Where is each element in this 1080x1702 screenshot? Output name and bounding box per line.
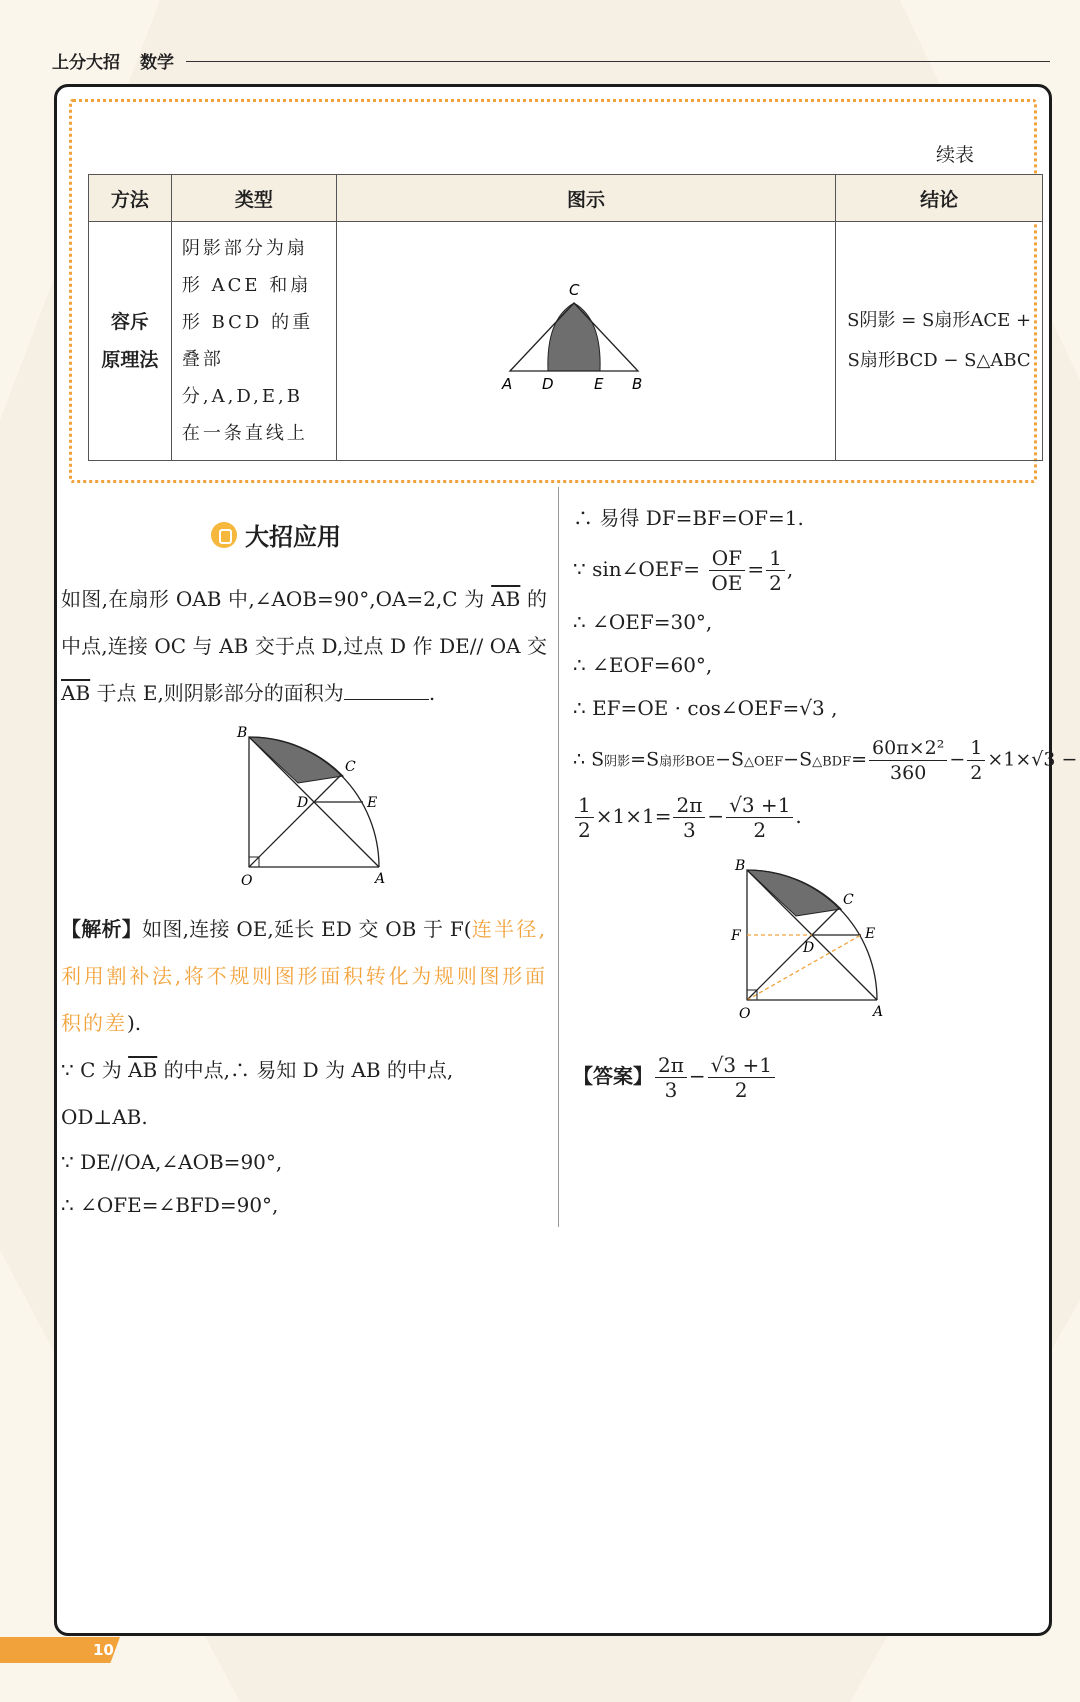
solution-step-1: ∴ 易得 DF=BF=OF=1.: [573, 506, 804, 530]
sector-diagram: [219, 723, 389, 893]
overlap-sector-diagram: [496, 279, 676, 399]
solution-step-2: ∵ sin∠OEF= $\frac{OF}{OE}$ = $\frac{1}{2}$ ,: [573, 546, 794, 595]
answer-fraction-1: [655, 1053, 687, 1102]
problem-statement: [61, 576, 547, 717]
continued-label: 续表: [935, 144, 974, 166]
label-C: C: [569, 281, 580, 299]
section-heading: [211, 517, 547, 552]
s6-sub-OEF: △OEF: [744, 754, 784, 770]
s2-lead: ∵ sin∠OEF=: [573, 557, 701, 581]
method-table: [88, 174, 1043, 461]
problem-text-4: 于点 E,则阴影部分的面积为: [90, 681, 344, 705]
fraction-one-half: [766, 546, 785, 595]
fig-label-C: C: [345, 759, 356, 775]
fig-label-B: B: [237, 725, 248, 741]
arc-AB-3: $\overline{AB}$: [128, 1058, 158, 1082]
minus-sign: −: [688, 1064, 706, 1088]
header-rule: [186, 61, 1050, 62]
solution-step-6: [573, 736, 1078, 785]
analysis-note: 连半径,利用割补法,将不规则图形面积转化为规则图形面积的差: [61, 917, 547, 1035]
frac-den: 3: [683, 818, 696, 842]
right-column: [573, 487, 1078, 1102]
problem-text-2: 的中点,连接 OC 与 AB 交于点 D,过点 D 作 DE//: [61, 587, 547, 658]
arc-AB-2: $\overline{AB}$: [61, 681, 91, 705]
content-frame: [54, 84, 1078, 1636]
s6-mid: =S: [630, 748, 660, 771]
arc-AB: $\overline{AB}$: [491, 587, 521, 611]
fig-label-E: E: [367, 795, 378, 811]
solution-figure: [573, 856, 1033, 1031]
segment-OC: [747, 908, 839, 1000]
s6-mid2: −S: [715, 748, 744, 771]
fig-label-E: E: [865, 926, 876, 942]
analysis-tag: 【解析】: [61, 917, 143, 941]
frac-den: 2: [753, 818, 767, 842]
answer-blank: [344, 699, 429, 700]
solution-step-3: ∴ ∠OEF=30°,: [573, 610, 713, 634]
fig-label-B: B: [735, 858, 746, 874]
frac-den: 2: [578, 818, 591, 842]
column-divider: [558, 487, 559, 1227]
fig-label-A: A: [375, 871, 386, 887]
frac-num: 1: [766, 546, 785, 571]
subject-label: 数学: [140, 52, 174, 73]
frac-den: 360: [890, 762, 927, 784]
frac-num: 2π: [673, 793, 705, 818]
frac-den: 3: [664, 1078, 678, 1102]
conclusion-line1: S阴影 = S扇形ACE +: [847, 310, 1032, 331]
lightbulb-icon: [211, 522, 237, 548]
answer-tag: 【答案】: [573, 1064, 653, 1088]
fig-label-D: D: [297, 795, 309, 811]
frac-num: 60π×2²: [869, 736, 947, 761]
header-conclusion: 结论: [836, 175, 1043, 222]
analysis-step-2: ∵ DE//OA,∠AOB=90°,: [61, 1150, 283, 1174]
analysis-block: [61, 906, 547, 1047]
fraction-sector-area: [869, 736, 947, 785]
label-E: E: [594, 375, 604, 393]
fig-label-F: F: [731, 928, 741, 944]
method-name-line2: 原理法: [101, 349, 159, 371]
header-figure: 图示: [336, 175, 835, 222]
frac-num: OF: [709, 546, 745, 571]
solution-step-7: $\frac{1}{2}$ ×1×1= $\frac{2\pi}{3}$ − $\frac{√3 +1}{2}$ .: [573, 793, 1033, 842]
shaded-region: [747, 870, 841, 916]
problem-text-1: 如图,在扇形 OAB 中,∠AOB=90°,OA=2,C 为: [61, 587, 492, 611]
frac-den: 2: [734, 1078, 748, 1102]
s6-tail: ×1×√3 −: [987, 748, 1078, 771]
solution-step-4: ∴ ∠EOF=60°,: [573, 653, 713, 677]
frac-num: √3 +1: [726, 793, 793, 818]
fig-label-C: C: [843, 892, 854, 908]
analysis-step-1: [61, 1047, 547, 1141]
fig-label-D: D: [803, 940, 815, 956]
label-A: A: [502, 375, 513, 393]
fraction-OF-OE: [708, 546, 745, 595]
step1-a: ∵ C 为: [61, 1058, 129, 1082]
left-column: [61, 487, 547, 1227]
frac-den: 2: [769, 571, 782, 595]
fig-label-A: A: [873, 1004, 884, 1020]
frac-den: OE: [711, 571, 743, 595]
fraction-two-pi-over-3: [673, 793, 705, 842]
page-header: [52, 47, 1050, 73]
conclusion-cell: [836, 222, 1043, 461]
s6-sub-shaded: 阴影: [604, 754, 631, 770]
conclusion-line2: S扇形BCD − S△ABC: [847, 350, 1031, 371]
segment-OC: [249, 775, 341, 867]
header-method: 方法: [89, 175, 172, 222]
figure-cell: [336, 222, 835, 461]
analysis-text: 如图,连接 OE,延长 ED 交 OB 于 F(: [142, 917, 472, 941]
type-cell: 阴影部分为扇形 ACE 和扇形 BCD 的重叠部分,A,D,E,B 在一条直线上: [171, 222, 336, 461]
fraction-half-2: [575, 793, 594, 842]
s6-sub-BDF: △BDF: [812, 754, 852, 770]
sector-diagram-with-F: [713, 856, 893, 1026]
page-number: 10: [93, 1641, 114, 1659]
fraction-half: [967, 736, 985, 785]
table-row: [89, 222, 1043, 461]
answer-fraction-2: [708, 1053, 775, 1102]
frac-num: √3 +1: [708, 1053, 775, 1078]
table-header-row: [89, 175, 1043, 222]
analysis-step-3: ∴ ∠OFE=∠BFD=90°,: [61, 1193, 279, 1217]
label-B: B: [632, 375, 643, 393]
s6-eq: =: [851, 748, 868, 771]
s6-mid3: −S: [783, 748, 813, 771]
fraction-root3-plus1-over-2: [726, 793, 793, 842]
shaded-overlap-region: [548, 303, 600, 371]
minus-sign: −: [707, 804, 725, 828]
frac-num: 2π: [655, 1053, 687, 1078]
frac-num: 1: [575, 793, 594, 818]
problem-text-3: OA 交: [489, 634, 547, 658]
s7-mid: ×1×1=: [595, 804, 672, 828]
section-title-text: 大招应用: [245, 523, 341, 551]
method-cell: [89, 222, 172, 461]
answer-line: [573, 1053, 1033, 1102]
solution-step-5: ∴ EF=OE · cos∠OEF=√3 ,: [573, 696, 838, 720]
fig-label-O: O: [241, 873, 253, 889]
problem-period: .: [428, 681, 436, 705]
table-box: [69, 99, 1037, 483]
step1-c: OD⊥AB.: [61, 1105, 148, 1129]
s6-lead: ∴ S: [573, 748, 605, 771]
book-title: 上分大招: [52, 52, 120, 73]
problem-figure: [61, 723, 547, 898]
s6-sub-sector: 扇形BOE: [659, 754, 716, 770]
shaded-region: [249, 737, 343, 783]
analysis-note-end: ).: [127, 1011, 142, 1035]
frac-num: 1: [967, 736, 985, 761]
method-name-line1: 容斥: [110, 311, 149, 333]
header-type: 类型: [171, 175, 336, 222]
minus-sign: −: [949, 748, 966, 771]
fig-label-O: O: [739, 1006, 751, 1022]
step1-b: 的中点,∴ 易知 D 为 AB 的中点,: [157, 1058, 454, 1082]
frac-den: 2: [970, 762, 983, 784]
label-D: D: [542, 375, 554, 393]
